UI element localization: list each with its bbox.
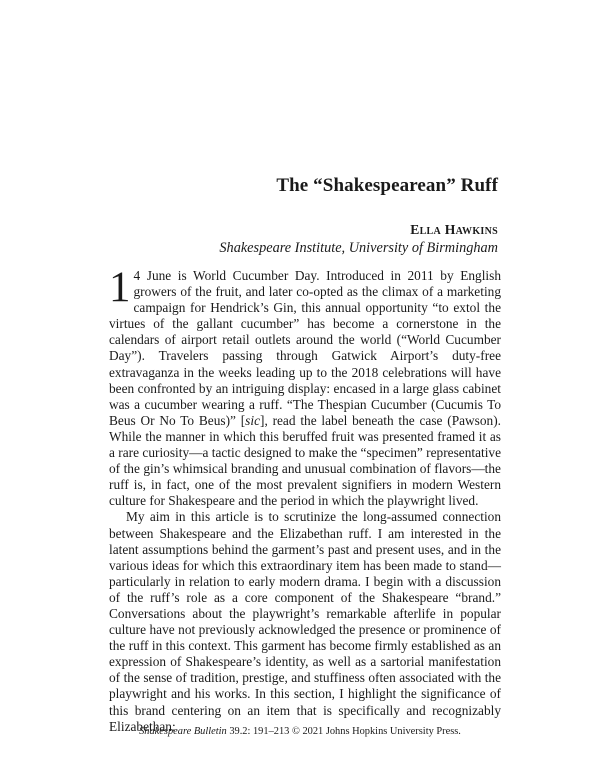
citation-details: 39.2: 191–213 © 2021 Johns Hopkins University Press. (226, 726, 461, 737)
sic-annotation: sic (245, 412, 260, 428)
paragraph-1-text-a: 4 June is World Cucumber Day. Introduced in 2011 by English growers of the fruit, and later co-opted as the climax of a marketing campaign for Hendrick’s Gin, this annual opportunity “to extol the virtues of the gallant cucumber” has become a cornerstone in the calendars of airport retail outlets around the world (“World Cucumber Day”). Travelers passing through Gatwick Airport’s duty-free extravaganza in the weeks leading up to the 2018 celebrations will have been confronted by an intriguing display: encased in a large glass cabinet was a cucumber wearing a ruff. “The Thespian Cucumber (Cucumis To Beus Or No To Beus)” [ (109, 268, 501, 428)
author-name: Ella Hawkins (410, 222, 498, 237)
drop-cap: 1 (109, 264, 131, 311)
article-body (109, 264, 501, 735)
paragraph-2: My aim in this article is to scrutinize the long-assumed connection between Shakespeare and the Elizabethan ruff. I am interested in the latent assumptions behind the garment’s past and present uses, and in the various ideas for which this extraordinary item has been made to stand—particularly in relation to early modern drama. I begin with a discussion of the ruff’s role as a core component of the Shakespeare “brand.” Conversations about the playwright’s remarkable afterlife in popular culture have not previously acknowledged the presence or prominence of the ruff in this context. This garment has become firmly established as an expression of Shakespeare’s identity, as well as a sartorial manifestation of the sense of tradition, prestige, and stuffiness often associated with the playwright and his works. In this section, I highlight the significance of this brand centering on an item that is specifically and recognizably Elizabethan: (109, 509, 501, 734)
paragraph-1-text-b: ], read the label beneath the case (Pawson). While the manner in which this beruffed fruit was presented framed it as a rare curiosity—a tactic designed to make the “specimen” representative of the gin’s whimsical branding and unusual combination of flavors—the ruff is, in fact, one of the most prevalent signifiers in modern Western culture for Shakespeare and the period in which the playwright lived. (109, 412, 501, 509)
journal-name: Shakespeare Bulletin (139, 726, 227, 737)
citation-footer (0, 726, 600, 737)
paragraph-1 (109, 264, 501, 509)
article-title: The “Shakespearean” Ruff (276, 175, 498, 196)
author-affiliation: Shakespeare Institute, University of Birmingham (219, 240, 498, 256)
